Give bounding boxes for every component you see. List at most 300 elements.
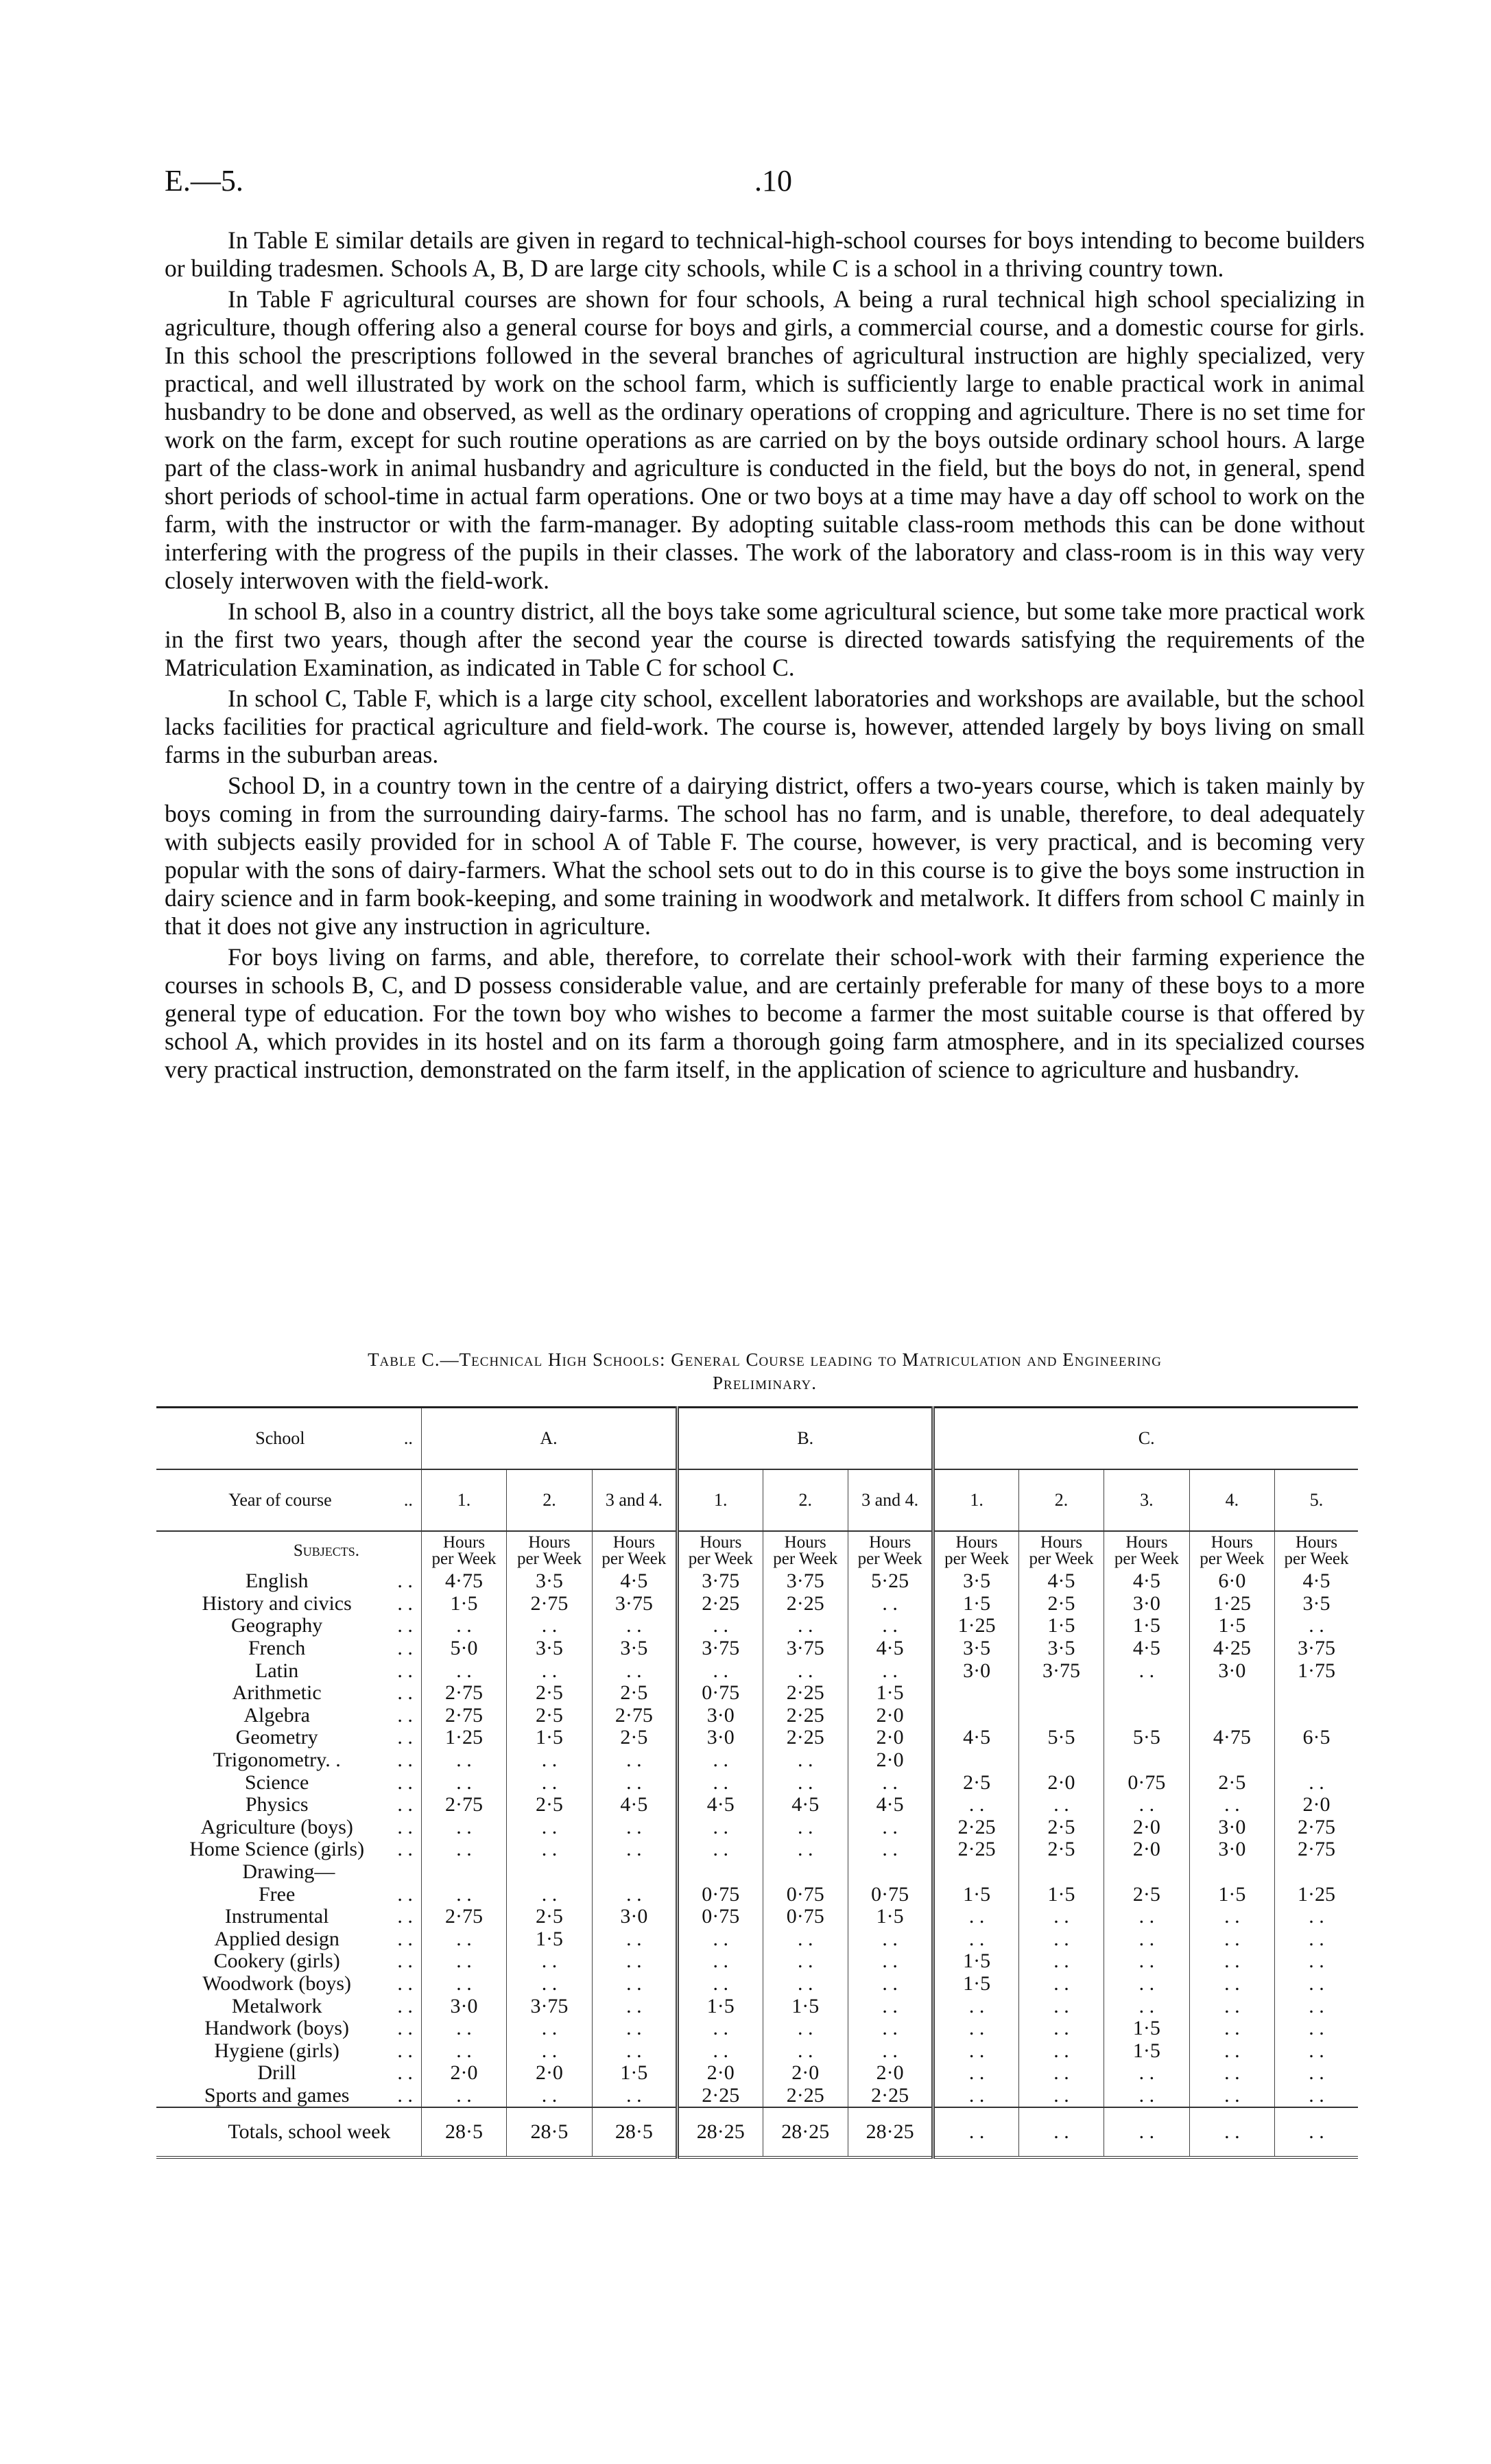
hours-cell (1189, 1861, 1274, 1884)
hours-cell: 2·25 (933, 1838, 1018, 1861)
hours-cell: 1·5 (1018, 1883, 1104, 1906)
subject-label-cell (156, 1637, 421, 1660)
paragraph: In Table F agricultural courses are shown for four schools, A being a rural technical high school specializing in agriculture, though offering also a general course for boys and girls, a commercial course, and a domestic course for girls. In this school the prescriptions followed in the several branches of agricultural instruction are highly specialized, very practical, and well illustrated by work on the school farm, which is sufficiently large to enable practical work in animal husbandry to be done and observed, as well as the ordinary operations of cropping and agriculture. There is no set time for work on the farm, except for such routine operations as are carried on by the boys outside ordinary school hours. A large part of the class-work in animal husbandry and agriculture is conducted in the field, but the boys do not, in general, spend short periods of school-time in actual farm operations. One or two boys at a time may have a day off school to work on the farm, with the instructor or with the farm-manager. By adopting suitable class-room methods this can be done without interfering with the progress of the pupils in their classes. The work of the laboratory and class-room is in this way very closely interwoven with the field-work. (165, 285, 1365, 594)
hours-cell: 3·0 (592, 1906, 677, 1928)
hours-cell: . . (592, 1615, 677, 1637)
school-name-cell: B. (678, 1408, 933, 1470)
unit-cell (1104, 1531, 1189, 1570)
hours-cell: 2·5 (507, 1794, 592, 1816)
hours-cell: . . (763, 1950, 848, 1973)
hours-cell: . . (1189, 1973, 1274, 1995)
page-header (165, 163, 1351, 204)
subject-row (156, 1615, 1358, 1637)
subject-label-cell (156, 1593, 421, 1615)
hours-cell: 2·5 (507, 1705, 592, 1727)
hours-cell: 4·5 (1104, 1637, 1189, 1660)
unit-line: Hours (1125, 1533, 1168, 1552)
leader-dots: . . (397, 1994, 413, 2017)
year-cell: 1. (421, 1469, 506, 1531)
hours-cell: . . (1104, 1995, 1189, 2017)
hours-cell: 4·5 (1275, 1570, 1358, 1593)
hours-cell: . . (763, 1771, 848, 1794)
hours-cell: 1·25 (1189, 1593, 1274, 1615)
leader-dots: . . (397, 1659, 413, 1682)
unit-line: per Week (516, 1550, 582, 1568)
total-cell: . . (933, 2107, 1018, 2157)
subject-row (156, 1861, 1358, 1884)
subject-label: History and civics (202, 1591, 352, 1615)
subject-label: Metalwork (231, 1994, 322, 2017)
hours-cell: . . (507, 1659, 592, 1682)
hours-cell (1275, 1861, 1358, 1884)
hours-cell (1018, 1749, 1104, 1772)
subject-label-cell (156, 1727, 421, 1749)
paragraph: In school B, also in a country district, all the boys take some agricultural science, but some take more practical work in the first two years, though after the second year the course is directed towards satisfying the requirements of the Matriculation Examination, as indicated in Table C for school C. (165, 597, 1365, 681)
hours-cell: . . (1275, 1615, 1358, 1637)
subject-row (156, 1771, 1358, 1794)
unit-cell (1189, 1531, 1274, 1570)
school-header-row (156, 1408, 1358, 1470)
hours-cell: . . (1275, 1906, 1358, 1928)
unit-line: per Week (1284, 1550, 1349, 1568)
hours-cell: 2·75 (592, 1705, 677, 1727)
hours-cell: 3·0 (933, 1659, 1018, 1682)
subject-row (156, 1906, 1358, 1928)
hours-cell: . . (1018, 2062, 1104, 2085)
hours-cell: . . (1104, 1794, 1189, 1816)
hours-cell: . . (763, 1816, 848, 1839)
hours-cell: 1·5 (848, 1682, 933, 1705)
year-cell: 4. (1189, 1469, 1274, 1531)
hours-cell: 2·25 (763, 1705, 848, 1727)
hours-cell: 6·5 (1275, 1727, 1358, 1749)
hours-cell: . . (678, 1816, 763, 1839)
hours-cell: 3·5 (1018, 1637, 1104, 1660)
hours-cell: 2·0 (678, 2062, 763, 2085)
hours-cell: . . (1189, 1906, 1274, 1928)
hours-cell: . . (421, 1659, 506, 1682)
hours-cell (848, 1861, 933, 1884)
hours-cell: 1·25 (421, 1727, 506, 1749)
hours-cell: 0·75 (678, 1906, 763, 1928)
hours-cell (763, 1861, 848, 1884)
hours-cell: 2·25 (763, 2085, 848, 2108)
hours-cell: 4·5 (763, 1794, 848, 1816)
paragraph: For boys living on farms, and able, therefore, to correlate their school-work with their farming experience the courses in schools B, C, and D possess considerable value, and are certainly preferable for many of these boys to a more general type of education. For the town boy who wishes to become a farmer the most suitable course is that offered by school A, which provides in its hostel and on its farm a thorough going farm atmosphere, and in its specialized courses very practical instruction, demonstrated on the farm itself, in the application of science to agriculture and husbandry. (165, 943, 1365, 1083)
hours-cell: 1·5 (1189, 1615, 1274, 1637)
hours-cell: . . (763, 1749, 848, 1772)
hours-cell: 2·75 (421, 1794, 506, 1816)
leader-dots: . . (397, 1591, 413, 1615)
leader-dots: . . (397, 1614, 413, 1637)
unit-line: per Week (688, 1550, 753, 1568)
subject-row (156, 1816, 1358, 1839)
leader-dots: .. (403, 1490, 413, 1510)
hours-cell: 2·75 (1275, 1838, 1358, 1861)
year-cell: 5. (1275, 1469, 1358, 1531)
subject-row (156, 1727, 1358, 1749)
subject-row (156, 1705, 1358, 1727)
hours-cell: . . (678, 1838, 763, 1861)
hours-cell: . . (933, 1995, 1018, 2017)
hours-cell: . . (1275, 2085, 1358, 2108)
unit-line: per Week (431, 1550, 497, 1568)
leader-dots: . . (397, 1815, 413, 1838)
hours-cell: . . (1189, 2039, 1274, 2062)
hours-cell: . . (421, 2085, 506, 2108)
hours-cell: 2·0 (507, 2062, 592, 2085)
hours-cell: 4·5 (678, 1794, 763, 1816)
hours-cell (1018, 1705, 1104, 1727)
hours-cell: 3·0 (678, 1705, 763, 1727)
document-reference: E.—5. (165, 164, 243, 198)
hours-cell: 1·5 (507, 1727, 592, 1749)
hours-cell: 4·5 (933, 1727, 1018, 1749)
hours-cell: 1·5 (1104, 1615, 1189, 1637)
hours-cell: . . (848, 2017, 933, 2040)
hours-cell: . . (848, 1771, 933, 1794)
subject-row (156, 2085, 1358, 2108)
hours-cell: 2·5 (1018, 1838, 1104, 1861)
subject-label: Geography (231, 1614, 323, 1637)
hours-cell: 0·75 (763, 1906, 848, 1928)
subject-label: Applied design (214, 1927, 339, 1950)
leader-dots: . . (397, 1569, 413, 1593)
paragraph: School D, in a country town in the centre of a dairying district, offers a two-years course, which is taken mainly by boys coming in from the surrounding dairy-farms. The school has no farm, and is unable, therefore, to deal adequately with subjects easily provided for in school A of Table F. The course, however, is very practical, and is becoming very popular with the sons of dairy-farmers. What the school sets out to do in this course is to give the boys some instruction in dairy science and in farm book-keeping, and some training in woodwork and metalwork. It differs from school C mainly in that it does not give any instruction in agriculture. (165, 772, 1365, 940)
hours-cell: 2·0 (848, 1705, 933, 1727)
hours-cell: 2·5 (592, 1682, 677, 1705)
subject-row (156, 1950, 1358, 1973)
units-header-row (156, 1531, 1358, 1570)
subject-row (156, 1593, 1358, 1615)
hours-cell: . . (1189, 1928, 1274, 1951)
unit-line: Hours (1295, 1533, 1338, 1552)
hours-cell (507, 1861, 592, 1884)
hours-cell: . . (848, 1593, 933, 1615)
hours-cell: 2·0 (848, 2062, 933, 2085)
hours-cell: . . (1189, 2017, 1274, 2040)
leader-dots: . . (397, 1703, 413, 1727)
hours-cell: 2·0 (763, 2062, 848, 2085)
hours-cell: 3·0 (421, 1995, 506, 2017)
subject-label: Science (245, 1770, 309, 1794)
year-label-cell (156, 1469, 421, 1531)
hours-cell: 4·5 (1018, 1570, 1104, 1593)
hours-cell: . . (763, 1838, 848, 1861)
hours-cell: . . (763, 1973, 848, 1995)
leader-dots: . . (397, 1770, 413, 1794)
hours-cell: 2·25 (763, 1682, 848, 1705)
unit-line: per Week (1114, 1550, 1179, 1568)
subject-label-cell (156, 1659, 421, 1682)
hours-cell: 3·5 (1275, 1593, 1358, 1615)
hours-cell: 2·5 (1018, 1593, 1104, 1615)
hours-cell: . . (592, 1928, 677, 1951)
subject-row (156, 1928, 1358, 1951)
hours-cell: 1·5 (933, 1883, 1018, 1906)
hours-cell (1018, 1682, 1104, 1705)
hours-cell: . . (1189, 2062, 1274, 2085)
hours-cell: . . (421, 1749, 506, 1772)
unit-cell (763, 1531, 848, 1570)
hours-cell: . . (763, 1928, 848, 1951)
subject-label: French (248, 1637, 306, 1660)
subject-row (156, 1973, 1358, 1995)
hours-cell: 2·25 (933, 1816, 1018, 1839)
hours-cell: . . (507, 1749, 592, 1772)
subject-label-cell (156, 2062, 421, 2085)
hours-cell: . . (1018, 2039, 1104, 2062)
subject-label-cell (156, 2039, 421, 2062)
hours-cell: 2·75 (507, 1593, 592, 1615)
hours-cell: . . (678, 1973, 763, 1995)
subject-label: Hygiene (girls) (214, 2039, 339, 2062)
hours-cell: 2·0 (421, 2062, 506, 2085)
hours-cell: . . (592, 1749, 677, 1772)
subject-label-cell (156, 1794, 421, 1816)
hours-cell (1018, 1861, 1104, 1884)
total-cell: . . (1018, 2107, 1104, 2157)
hours-cell: 2·75 (421, 1906, 506, 1928)
hours-cell: . . (592, 1816, 677, 1839)
hours-cell (1275, 1705, 1358, 1727)
unit-line: Hours (955, 1533, 998, 1552)
hours-cell: . . (1018, 1928, 1104, 1951)
hours-cell: 1·5 (1189, 1883, 1274, 1906)
hours-cell: . . (678, 1749, 763, 1772)
hours-cell: . . (848, 1816, 933, 1839)
hours-cell: 3·0 (1104, 1593, 1189, 1615)
subject-label: Drawing— (242, 1860, 335, 1884)
subject-label: Agriculture (boys) (200, 1815, 353, 1838)
hours-cell: 1·5 (1104, 2039, 1189, 2062)
unit-cell (933, 1531, 1018, 1570)
total-cell: 28·5 (421, 2107, 506, 2157)
unit-cell (1275, 1531, 1358, 1570)
hours-cell: 0·75 (678, 1883, 763, 1906)
hours-cell: . . (933, 2039, 1018, 2062)
hours-cell (421, 1861, 506, 1884)
hours-cell: . . (678, 1659, 763, 1682)
hours-cell: 3·75 (763, 1570, 848, 1593)
hours-cell: 2·0 (1018, 1771, 1104, 1794)
hours-cell (933, 1861, 1018, 1884)
hours-cell (1275, 1682, 1358, 1705)
year-header-row (156, 1469, 1358, 1531)
hours-cell: . . (1275, 2017, 1358, 2040)
hours-cell: . . (848, 1838, 933, 1861)
page-number: .10 (754, 164, 792, 198)
body-text (165, 226, 1365, 1087)
hours-cell: 1·5 (592, 2062, 677, 2085)
subject-label-cell (156, 1615, 421, 1637)
subject-label: Woodwork (boys) (202, 1971, 352, 1995)
unit-line: Hours (869, 1533, 911, 1552)
table-title (165, 1348, 1365, 1395)
hours-cell: . . (1189, 1950, 1274, 1973)
hours-cell: . . (848, 1659, 933, 1682)
hours-cell: 1·5 (507, 1928, 592, 1951)
hours-cell: . . (678, 1950, 763, 1973)
hours-cell: . . (848, 1615, 933, 1637)
hours-cell: . . (507, 1816, 592, 1839)
subject-label-cell (156, 2085, 421, 2108)
hours-cell: 3·5 (507, 1637, 592, 1660)
hours-cell: . . (848, 1950, 933, 1973)
hours-cell: . . (1189, 1794, 1274, 1816)
hours-cell: . . (421, 1973, 506, 1995)
leader-dots: . . (397, 1927, 413, 1950)
hours-cell: . . (933, 2062, 1018, 2085)
subject-label-cell (156, 1705, 421, 1727)
leader-dots: . . (397, 1726, 413, 1749)
leader-dots: . . (397, 2061, 413, 2085)
subject-label: Sports and games (204, 2083, 350, 2107)
hours-cell: 2·5 (592, 1727, 677, 1749)
subject-label: Trigonometry. . (213, 1749, 341, 1772)
hours-cell: . . (421, 1883, 506, 1906)
hours-cell: 3·0 (678, 1727, 763, 1749)
hours-cell: . . (507, 1771, 592, 1794)
hours-cell: 3·75 (678, 1570, 763, 1593)
hours-cell: . . (507, 2017, 592, 2040)
hours-cell: . . (1018, 2017, 1104, 2040)
total-cell: . . (1189, 2107, 1274, 2157)
hours-cell: 1·5 (848, 1906, 933, 1928)
unit-line: Hours (442, 1533, 486, 1552)
subject-row (156, 1749, 1358, 1772)
hours-cell: . . (507, 1950, 592, 1973)
hours-cell: . . (592, 1973, 677, 1995)
hours-cell: 1·5 (933, 1950, 1018, 1973)
hours-cell: . . (507, 2085, 592, 2108)
year-cell: 3. (1104, 1469, 1189, 1531)
hours-cell: . . (421, 2039, 506, 2062)
subject-row (156, 1659, 1358, 1682)
year-cell: 3 and 4. (592, 1469, 677, 1531)
hours-cell: . . (678, 1771, 763, 1794)
unit-line: Hours (700, 1533, 742, 1552)
hours-cell: 4·25 (1189, 1637, 1274, 1660)
subject-label: Handwork (boys) (204, 2017, 350, 2040)
hours-cell: . . (1018, 1995, 1104, 2017)
leader-dots: . . (397, 1905, 413, 1928)
hours-cell: 3·75 (1018, 1659, 1104, 1682)
hours-cell: . . (763, 1659, 848, 1682)
leader-dots: . . (397, 1838, 413, 1861)
hours-cell: . . (763, 1615, 848, 1637)
year-cell: 2. (763, 1469, 848, 1531)
unit-line: Hours (1040, 1533, 1083, 1552)
table-title-line: Table C.—Technical High Schools: General Course leading to Matriculation and Engineering (368, 1349, 1162, 1370)
unit-cell (507, 1531, 592, 1570)
hours-cell: 2·0 (1104, 1838, 1189, 1861)
hours-cell: . . (592, 1838, 677, 1861)
hours-cell (1104, 1861, 1189, 1884)
hours-cell: 1·5 (1104, 2017, 1189, 2040)
subject-label: Latin (255, 1659, 299, 1682)
hours-cell: . . (1275, 1771, 1358, 1794)
subject-label: Home Science (girls) (189, 1838, 365, 1861)
hours-cell: 3·75 (763, 1637, 848, 1660)
hours-cell: 2·5 (507, 1906, 592, 1928)
school-name-cell: A. (421, 1408, 677, 1470)
total-cell: . . (1104, 2107, 1189, 2157)
hours-cell: . . (1104, 2062, 1189, 2085)
hours-cell: 4·5 (592, 1794, 677, 1816)
subject-row (156, 1570, 1358, 1593)
hours-cell: . . (592, 2085, 677, 2108)
hours-cell: . . (848, 1928, 933, 1951)
hours-cell: 4·5 (848, 1794, 933, 1816)
leader-dots: . . (397, 1882, 413, 1906)
subject-label-cell (156, 1950, 421, 1973)
subjects-label: Subjects. (293, 1541, 359, 1560)
hours-cell: 1·5 (1018, 1615, 1104, 1637)
hours-cell: . . (1104, 2085, 1189, 2108)
leader-dots: .. (403, 1428, 413, 1448)
subject-row (156, 1995, 1358, 2017)
hours-cell: 3·5 (592, 1637, 677, 1660)
hours-cell: 2·5 (1018, 1816, 1104, 1839)
table-title-line: Preliminary. (713, 1373, 817, 1393)
hours-cell: . . (1018, 1973, 1104, 1995)
year-cell: 2. (1018, 1469, 1104, 1531)
totals-label: Totals, school week (156, 2107, 421, 2157)
hours-cell (1189, 1705, 1274, 1727)
hours-cell: . . (1275, 1995, 1358, 2017)
hours-cell: 4·5 (1104, 1570, 1189, 1593)
year-cell: 1. (933, 1469, 1018, 1531)
hours-cell: 2·0 (848, 1727, 933, 1749)
subject-label: Geometry (235, 1726, 318, 1749)
hours-cell: . . (678, 2017, 763, 2040)
unit-line: per Week (773, 1550, 838, 1568)
subject-row (156, 1794, 1358, 1816)
hours-cell: . . (592, 2039, 677, 2062)
total-cell: 28·25 (848, 2107, 933, 2157)
unit-line: Hours (1210, 1533, 1253, 1552)
hours-cell: 3·5 (933, 1570, 1018, 1593)
hours-cell: 5·25 (848, 1570, 933, 1593)
subject-row (156, 1883, 1358, 1906)
subject-label: Drill (257, 2061, 296, 2085)
hours-cell: . . (421, 2017, 506, 2040)
hours-cell: . . (421, 1950, 506, 1973)
hours-cell: . . (1275, 1973, 1358, 1995)
subject-label-cell (156, 1973, 421, 1995)
hours-cell: . . (933, 2017, 1018, 2040)
hours-cell (678, 1861, 763, 1884)
subject-label: English (245, 1569, 309, 1593)
hours-cell: 2·25 (763, 1593, 848, 1615)
hours-cell: 1·5 (933, 1593, 1018, 1615)
total-cell: 28·25 (763, 2107, 848, 2157)
unit-line: Hours (528, 1533, 571, 1552)
hours-cell: 0·75 (1104, 1771, 1189, 1794)
subject-label-cell (156, 1883, 421, 1906)
hours-cell: . . (1018, 1906, 1104, 1928)
hours-cell: 2·25 (678, 2085, 763, 2108)
subject-label-cell (156, 1749, 421, 1772)
hours-cell: . . (763, 2017, 848, 2040)
subject-row (156, 1838, 1358, 1861)
subject-label-cell (156, 1771, 421, 1794)
hours-cell: . . (421, 1928, 506, 1951)
subject-label-cell (156, 1570, 421, 1593)
hours-cell: 2·0 (1104, 1816, 1189, 1839)
hours-cell: 5·5 (1104, 1727, 1189, 1749)
